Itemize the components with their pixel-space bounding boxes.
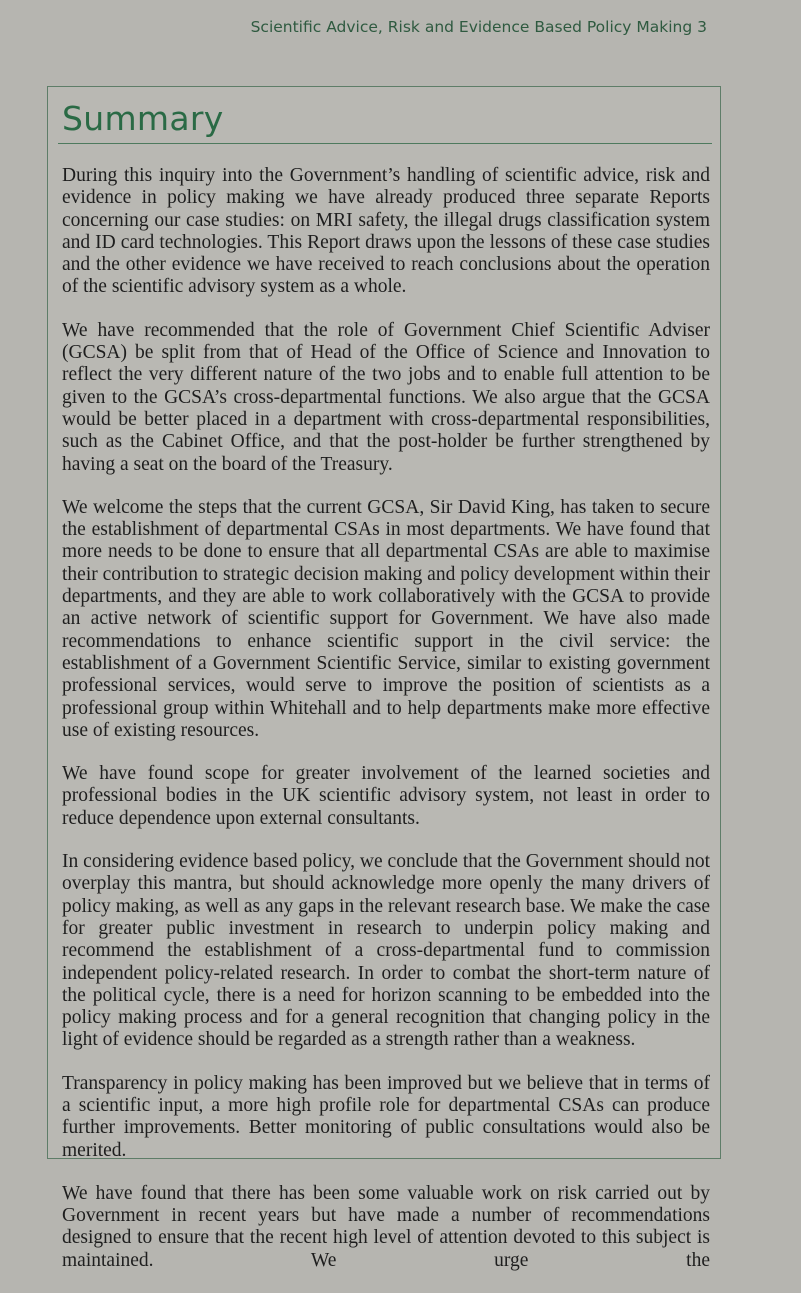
paragraph-case-studies: During this inquiry into the Government’s handling of scientific advice, risk and evidence in policy making we have already produced three separate Reports concerning our case studies: on MRI safety, the illegal drugs classification system and ID card technologies. This Report draws upon the lessons of these case studies and the other evidence we have received to reach conclusions about the operation of the scientific advisory system as a whole.: [62, 165, 710, 298]
title-divider: [58, 143, 712, 144]
paragraph-evidence-based-policy: In considering evidence based policy, we conclude that the Government should not overplay this mantra, but should acknowledge more openly the many drivers of policy making, as well as any gaps in the relevant research base. We make the case for greater public investment in research to underpin policy making and recommend the establishment of a cross-departmental fund to commission independent policy-related research. In order to combat the short-term nature of the political cycle, there is a need for horizon scanning to be embedded into the policy making process and for a general recognition that changing policy in the light of evidence should be regarded as a strength rather than a weakness.: [62, 851, 710, 1051]
summary-body: [62, 165, 710, 1293]
page-title: Summary: [62, 99, 224, 138]
running-header: Scientific Advice, Risk and Evidence Based Policy Making 3: [250, 18, 707, 36]
paragraph-transparency: Transparency in policy making has been improved but we believe that in terms of a scientific input, a more high profile role for departmental CSAs can produce further improvements. Better monitoring of public consultations would also be merited.: [62, 1072, 710, 1161]
paragraph-learned-societies: We have found scope for greater involvement of the learned societies and professional bodies in the UK scientific advisory system, not least in order to reduce dependence upon external consultants.: [62, 763, 710, 829]
paragraph-departmental-csas: We welcome the steps that the current GCSA, Sir David King, has taken to secure the establishment of departmental CSAs in most departments. We have found that more needs to be done to ensure that all departmental CSAs are able to maximise their contribution to strategic decision making and policy development within their departments, and they are able to work collaboratively with the GCSA to provide an active network of scientific support for Government. We have also made recommendations to enhance scientific support in the civil service: the establishment of a Government Scientific Service, similar to existing government professional services, would serve to improve the position of scientists as a professional group within Whitehall and to help departments make more effective use of existing resources.: [62, 496, 710, 741]
paragraph-risk: We have found that there has been some valuable work on risk carried out by Government in recent years but have made a number of recommendations designed to ensure that the recent high level of attention devoted to this subject is maintained. We urge the: [62, 1182, 710, 1271]
paragraph-gcsa-role: We have recommended that the role of Government Chief Scientific Adviser (GCSA) be split from that of Head of the Office of Science and Innovation to reflect the very different nature of the two jobs and to enable full attention to be given to the GCSA’s cross-departmental functions. We also argue that the GCSA would be better placed in a department with cross-departmental responsibilities, such as the Cabinet Office, and that the post-holder be further strengthened by having a seat on the board of the Treasury.: [62, 319, 710, 475]
